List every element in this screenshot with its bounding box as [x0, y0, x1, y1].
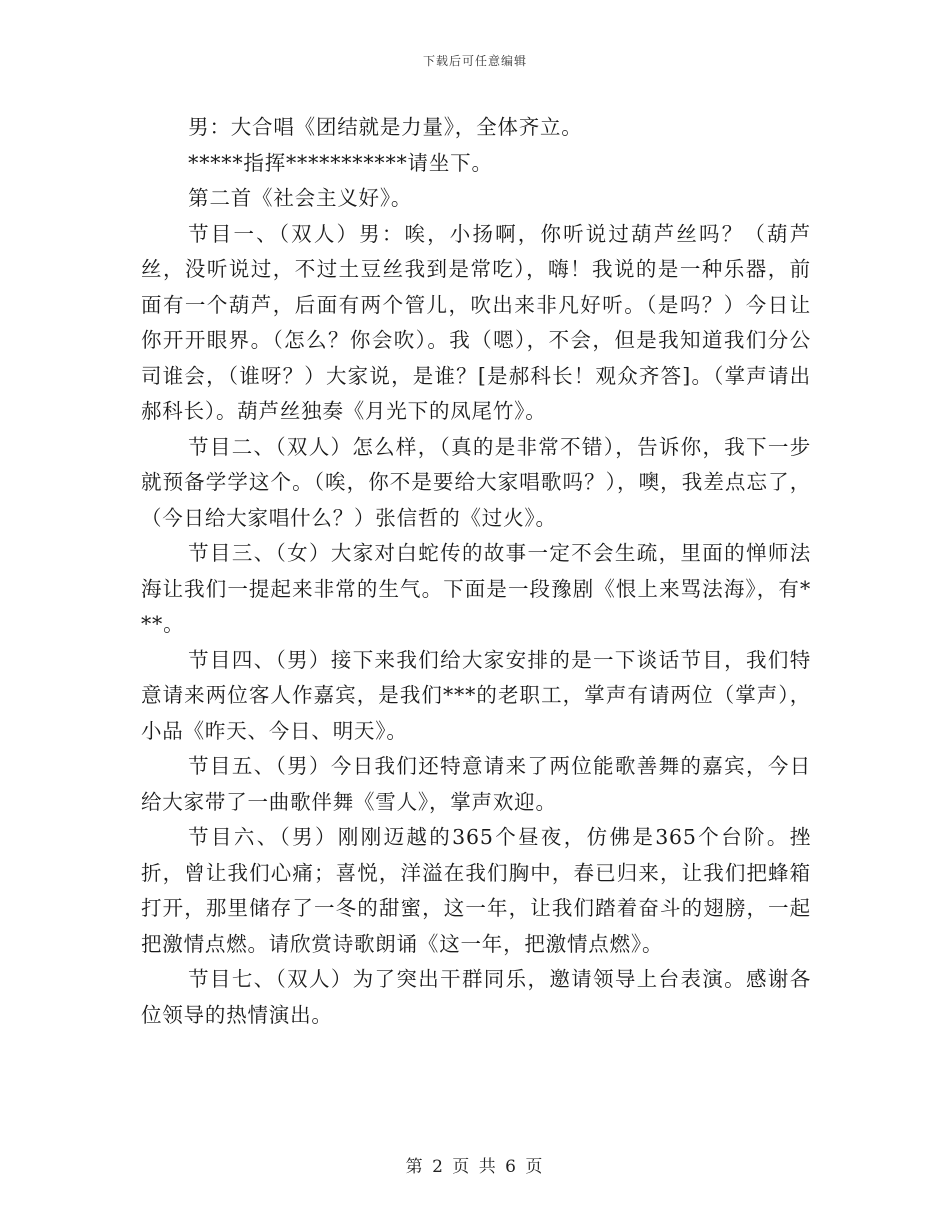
paragraph-program-7: 节目七、（双人）为了突出干群同乐，邀请领导上台表演。感谢各位领导的热情演出。 — [141, 967, 811, 1027]
page-header: 下载后可任意编辑 — [422, 54, 527, 68]
paragraph-program-2: 节目二、（双人）怎么样，（真的是非常不错），告诉你，我下一步就预备学学这个。（唉，你不是要给大家唱歌吗？），噢，我差点忘了，（今日给大家唱什么？）张信哲的《过火》。 — [141, 434, 811, 530]
paragraph-program-3: 节目三、（女）大家对白蛇传的故事一定不会生疏，里面的惮师法海让我们一提起来非常的生气。下面是一段豫剧《恨上来骂法海》，有***。 — [141, 541, 811, 636]
document-body — [141, 110, 811, 1033]
paragraph-second-song: 第二首《社会主义好》。 — [188, 186, 413, 210]
paragraph-program-4: 节目四、（男）接下来我们给大家安排的是一下谈话节目，我们特意请来两位客人作嘉宾，是我们***的老职工，掌声有请两位（掌声），小品《昨天、今日、明天》。 — [141, 647, 811, 743]
paragraph-program-5: 节目五、（男）今日我们还特意请来了两位能歌善舞的嘉宾，今日给大家带了一曲歌伴舞《雪人》，掌声欢迎。 — [141, 754, 811, 814]
paragraph-conductor: *****指挥***********请坐下。 — [188, 150, 493, 175]
paragraph-chorus-intro: 男：大合唱《团结就是力量》，全体齐立。 — [188, 115, 583, 139]
paragraph-program-6: 节目六、（男）刚刚迈越的365个昼夜，仿佛是365个台阶。挫折，曾让我们心痛；喜悦，洋溢在我们胸中，春已归来，让我们把蜂箱打开，那里储存了一冬的甜蜜，这一年，让我们踏着奋斗的翅膀，一起把激情点燃。请欣赏诗歌朗诵《这一年，把激情点燃》。 — [141, 825, 811, 956]
paragraph-program-1: 节目一、（双人）男：唉，小扬啊，你听说过葫芦丝吗？（葫芦丝，没听说过，不过土豆丝我到是常吃），嗨！我说的是一种乐器，前面有一个葫芦，后面有两个管儿，吹出来非凡好听。（是吗？）今日让你开开眼界。（怎么？你会吹）。我（嗯），不会，但是我知道我们分公司谁会，（谁呀？）大家说，是谁？[是郝科长！观众齐答]。（掌声请出郝科长）。葫芦丝独奏《月光下的凤尾竹》。 — [141, 221, 811, 423]
page-number-footer: 第 2 页 共 6 页 — [405, 1157, 545, 1177]
